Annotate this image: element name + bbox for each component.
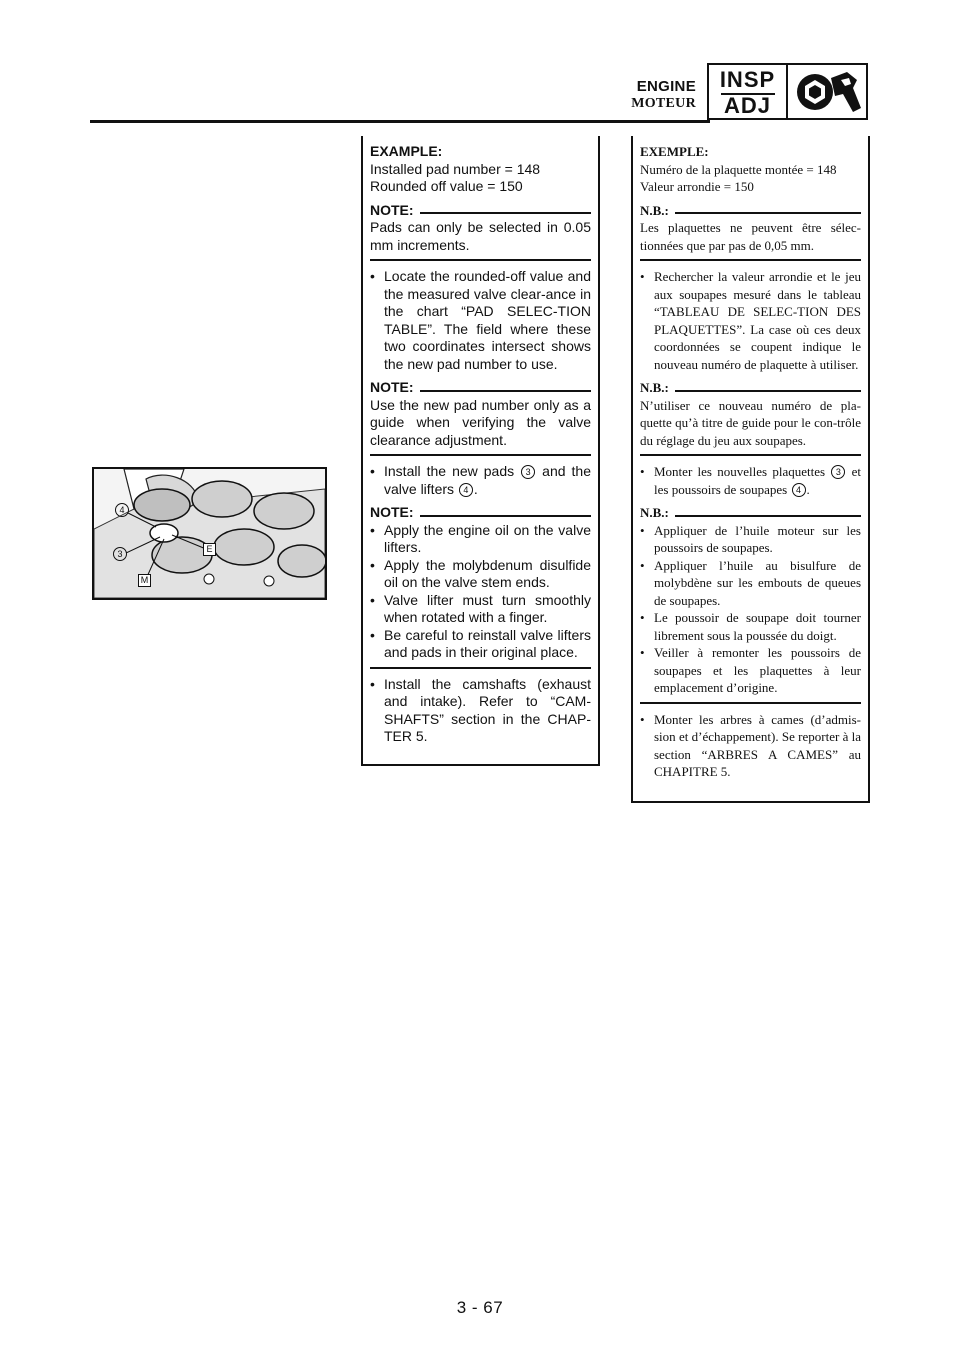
note-bullet: • Appliquer l’huile au bisulfure de molybdène sur les embouts de queues de soupapes.	[640, 557, 861, 608]
note-end-rule	[370, 667, 591, 669]
part-ref-4: 4	[792, 483, 806, 497]
section-title-en: ENGINE	[636, 78, 696, 95]
note-text: N’utiliser ce nouveau numéro de pla-quette qu’à titre de guide pour le con-trôle du réglage du jeu aux soupapes.	[640, 397, 861, 448]
procedure-step: • Monter les arbres à cames (d’admis-sion et d’échappement). Se reporter à la section “ARBRES A CAMES” au CHAPITRE 5.	[640, 711, 861, 779]
section-tag-box	[707, 63, 868, 120]
note-end-rule	[370, 454, 591, 456]
note-heading: NOTE:	[370, 379, 591, 397]
note-bullet: • Apply the molybdenum disulfide oil on the valve stem ends.	[370, 556, 591, 590]
example-title: EXEMPLE:	[640, 144, 709, 159]
wrench-tool-icon	[791, 68, 865, 116]
valve-lifter-photo	[92, 467, 327, 600]
note-heading: N.B.:	[640, 504, 861, 522]
example-title: EXAMPLE:	[370, 143, 443, 159]
note-heading: N.B.:	[640, 379, 861, 397]
note-end-rule	[370, 259, 591, 261]
tag-insp: INSP	[719, 67, 776, 92]
note-heading: NOTE:	[370, 504, 591, 522]
example-line: Numéro de la plaquette montée = 148	[640, 161, 837, 177]
tag-vertical-divider	[786, 65, 788, 118]
callout-4: 4	[115, 503, 129, 517]
note-heading: N.B.:	[640, 202, 861, 220]
note-heading: NOTE:	[370, 202, 591, 220]
example-line: Valeur arrondie = 150	[640, 179, 754, 194]
note-bullet: • Valve lifter must turn smoothly when rotated with a finger.	[370, 591, 591, 625]
note-bullet: • Veiller à remonter les poussoirs de soupapes et les plaquettes à leur emplacement d’origine.	[640, 645, 861, 695]
procedure-step: • Install the camshafts (exhaust and intake). Refer to “CAM-SHAFTS” section in the CHAP-TER 5.	[370, 675, 591, 744]
page-number: 3 - 67	[456, 1298, 504, 1317]
note-bullet: • Apply the engine oil on the valve lifters.	[370, 521, 591, 555]
french-column	[631, 136, 870, 803]
part-ref-4: 4	[459, 483, 473, 497]
header-rule	[90, 120, 710, 123]
callout-engine-oil: E	[203, 543, 216, 556]
note-bullet: • Be careful to reinstall valve lifters and pads in their original place.	[370, 626, 591, 660]
note-end-rule	[640, 454, 861, 456]
example-line: Rounded off value = 150	[370, 178, 523, 194]
example-line: Installed pad number = 148	[370, 160, 541, 177]
engine-head-illustration	[94, 469, 325, 598]
note-text: Les plaquettes ne peuvent être sélec-tionnées que par pas de 0,05 mm.	[640, 220, 861, 253]
note-bullet: • Appliquer de l’huile moteur sur les poussoirs de soupapes.	[640, 522, 861, 555]
part-ref-3: 3	[831, 465, 845, 479]
callout-molybdenum-oil: M	[138, 574, 151, 587]
note-text: Pads can only be selected in 0.05 mm increments.	[370, 219, 591, 253]
procedure-step: • Monter les nouvelles plaquettes 3 et les poussoirs de soupapes 4 .	[640, 464, 862, 497]
procedure-step: • Install the new pads 3 and the valve lifters 4 .	[370, 463, 591, 497]
procedure-step: • Rechercher la valeur arrondie et le jeu aux soupapes mesuré dans le tableau “TABLEAU DE SELEC-TION DES PLAQUETTES”. La case où ces deux coordonnées se coupent indique le nouveau numéro de plaquette à utiliser.	[640, 269, 861, 372]
english-column	[361, 136, 600, 766]
note-bullet: • Le poussoir de soupape doit tourner librement sous la poussée du doigt.	[640, 610, 861, 643]
tag-adj: ADJ	[723, 93, 771, 118]
note-end-rule	[640, 702, 861, 704]
section-title-fr: MOTEUR	[631, 96, 696, 111]
procedure-step: • Locate the rounded-off value and the measured valve clear-ance in the chart “PAD SELEC-TION TABLE”. The field where these two coordinates intersect shows the new pad number to use.	[370, 268, 591, 372]
note-text: Use the new pad number only as a guide when verifying the valve clearance adjustment.	[370, 396, 591, 448]
part-ref-3: 3	[521, 465, 535, 479]
callout-3: 3	[113, 547, 127, 561]
note-end-rule	[640, 259, 861, 261]
